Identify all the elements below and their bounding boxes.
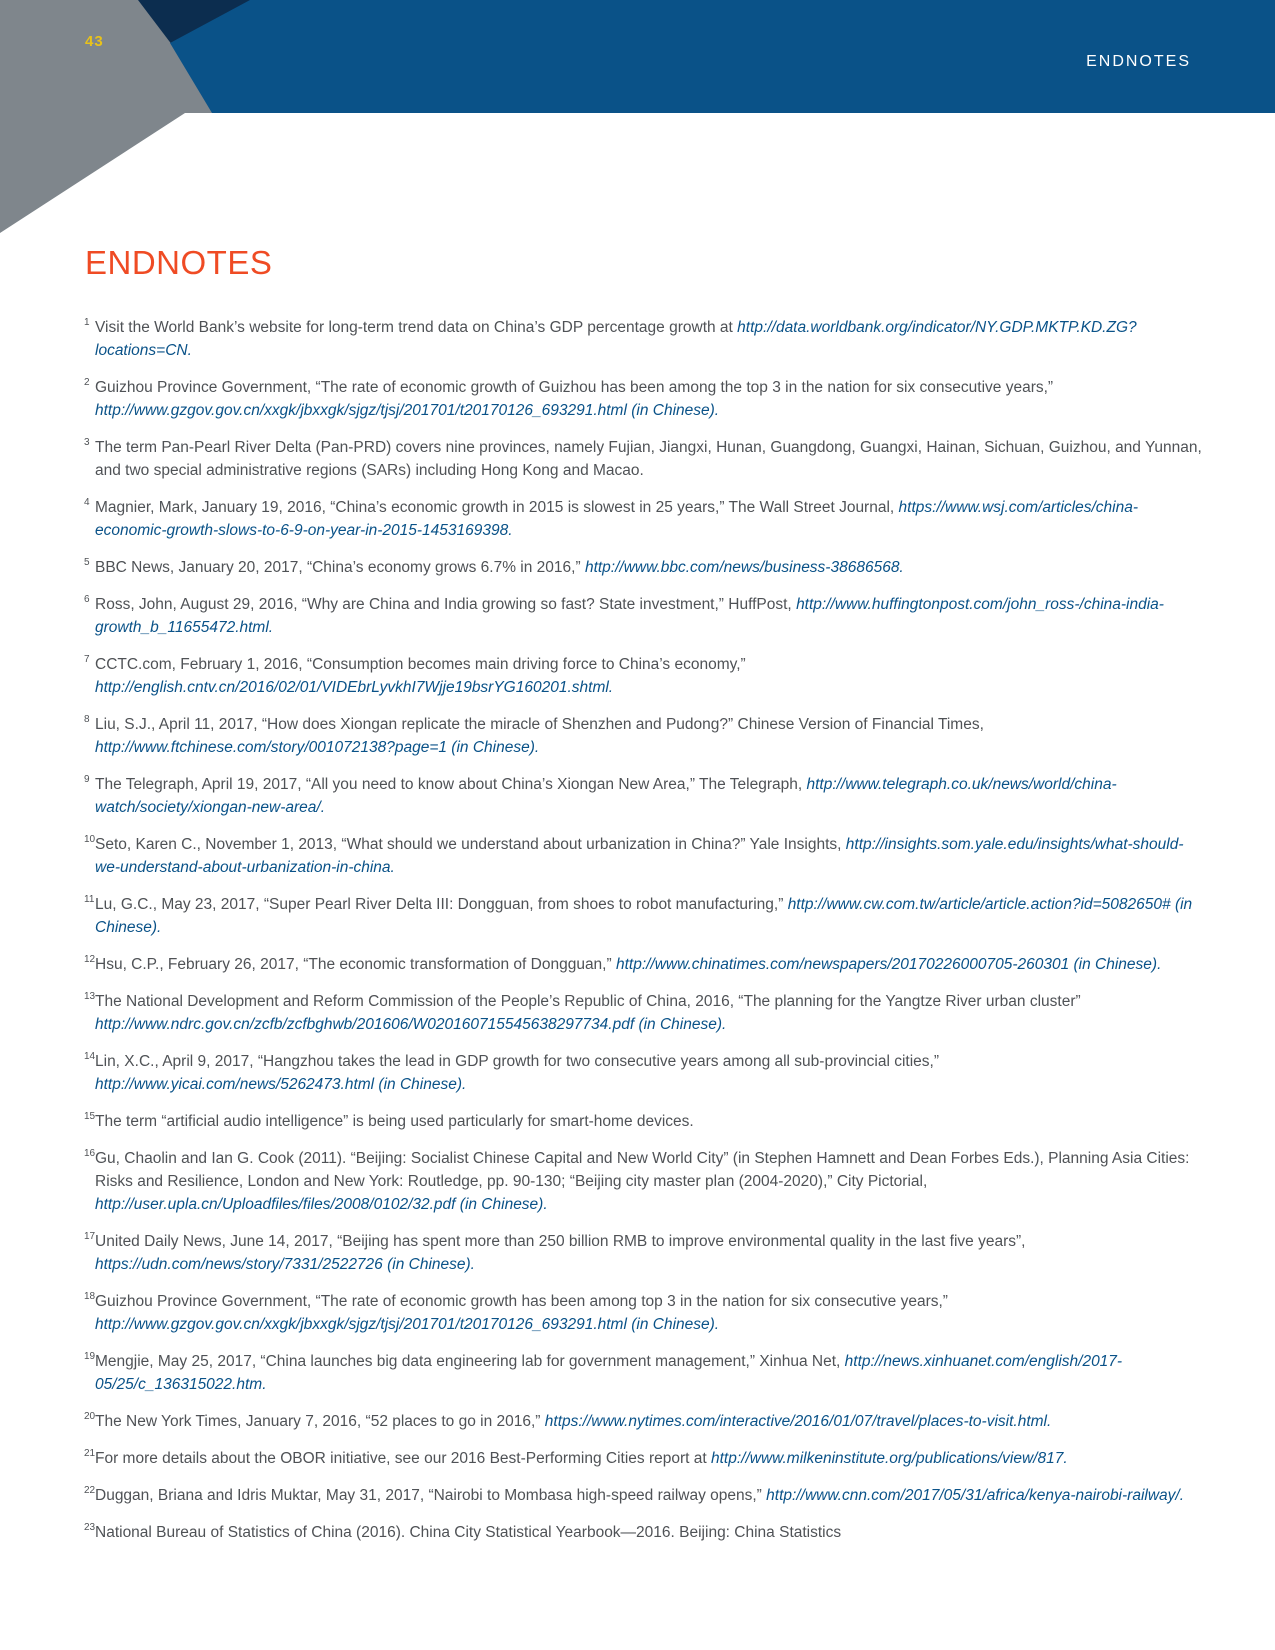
endnote-link[interactable]: http://data.worldbank.org/indicator/NY.GDP.MKTP.KD.ZG?locations=CN. <box>95 319 1137 359</box>
endnote-number: 10 <box>84 834 96 845</box>
endnote-link[interactable]: http://www.huffingtonpost.com/john_ross-/china-india-growth_b_11655472.html. <box>95 596 1164 636</box>
endnote-item <box>84 1521 1204 1544</box>
endnote-link[interactable]: http://www.gzgov.gov.cn/xxgk/jbxxgk/sjgz/tjsj/201701/t20170126_693291.html (in Chinese). <box>95 402 720 419</box>
endnote-text: Gu, Chaolin and Ian G. Cook (2011). “Beijing: Socialist Chinese Capital and New World City” (in Stephen Hamnett and Dean Forbes Eds.), Planning Asia Cities: Risks and Resilience, London and New York: Routledge, pp. 90-130; “Beijing city master plan (2004-2020),” City Pictorial, <box>95 1150 1190 1190</box>
endnote-text: Lu, G.C., May 23, 2017, “Super Pearl River Delta III: Dongguan, from shoes to robot manufacturing,” <box>95 896 784 913</box>
endnote-number: 18 <box>84 1291 96 1302</box>
endnote-link[interactable]: http://www.milkeninstitute.org/publications/view/817. <box>710 1450 1068 1467</box>
page-number: 43 <box>85 33 104 50</box>
endnote-number: 20 <box>84 1411 96 1422</box>
endnote-item <box>84 990 1204 1036</box>
blue-overlay-triangle <box>170 0 900 113</box>
endnote-number: 1 <box>84 317 90 328</box>
endnote-link[interactable]: http://www.telegraph.co.uk/news/world/china-watch/society/xiongan-new-area/. <box>95 776 1117 816</box>
endnote-text: The term Pan-Pearl River Delta (Pan-PRD) covers nine provinces, namely Fujian, Jiangxi, Hunan, Guangdong, Guangxi, Hainan, Sichuan, Guizhou, and Yunnan, and two special administrative regions (SARs) including Hong Kong and Macao. <box>95 439 1202 479</box>
endnote-item <box>84 593 1204 639</box>
endnote-item <box>84 833 1204 879</box>
endnote-number: 19 <box>84 1351 96 1362</box>
endnote-item <box>84 1447 1204 1470</box>
endnote-text: The term “artificial audio intelligence” is being used particularly for smart-home devices. <box>95 1113 694 1130</box>
endnote-text: Mengjie, May 25, 2017, “China launches big data engineering lab for government management,” Xinhua Net, <box>95 1353 841 1370</box>
endnote-item <box>84 1050 1204 1096</box>
endnote-number: 8 <box>84 714 90 725</box>
endnote-item <box>84 1230 1204 1276</box>
endnote-item <box>84 1147 1204 1216</box>
endnote-item <box>84 653 1204 699</box>
endnote-text: For more details about the OBOR initiative, see our 2016 Best-Performing Cities report at <box>95 1450 707 1467</box>
endnote-link[interactable]: http://user.upla.cn/Uploadfiles/files/2008/0102/32.pdf (in Chinese). <box>95 1196 548 1213</box>
endnote-item <box>84 1350 1204 1396</box>
endnote-item <box>84 556 1204 579</box>
endnote-number: 12 <box>84 954 96 965</box>
endnote-item <box>84 1110 1204 1133</box>
endnote-text: BBC News, January 20, 2017, “China’s economy grows 6.7% in 2016,” <box>95 559 581 576</box>
endnote-link[interactable]: http://www.ftchinese.com/story/001072138?page=1 (in Chinese). <box>95 739 540 756</box>
endnote-link[interactable]: http://www.bbc.com/news/business-38686568. <box>584 559 904 576</box>
endnote-number: 15 <box>84 1111 96 1122</box>
endnote-item <box>84 713 1204 759</box>
endnote-item <box>84 773 1204 819</box>
endnote-text: Visit the World Bank’s website for long-term trend data on China’s GDP percentage growth at <box>95 319 733 336</box>
endnote-link[interactable]: http://www.ndrc.gov.cn/zcfb/zcfbghwb/201606/W020160715545638297734.pdf (in Chinese). <box>95 1016 727 1033</box>
endnote-number: 16 <box>84 1148 96 1159</box>
endnote-link[interactable]: http://www.cw.com.tw/article/article.action?id=5082650# (in Chinese). <box>95 896 1193 936</box>
endnote-number: 7 <box>84 654 90 665</box>
endnote-number: 9 <box>84 774 90 785</box>
endnote-item <box>84 1410 1204 1433</box>
endnote-link[interactable]: http://www.chinatimes.com/newspapers/20170226000705-260301 (in Chinese). <box>615 956 1162 973</box>
endnote-number: 17 <box>84 1231 96 1242</box>
endnote-text: Liu, S.J., April 11, 2017, “How does Xiongan replicate the miracle of Shenzhen and Pudong?” Chinese Version of Financial Times, <box>95 716 984 733</box>
endnote-number: 13 <box>84 991 96 1002</box>
endnote-link[interactable]: http://news.xinhuanet.com/english/2017-05/25/c_136315022.htm. <box>95 1353 1123 1393</box>
endnote-item <box>84 496 1204 542</box>
endnote-item <box>84 1484 1204 1507</box>
endnote-number: 21 <box>84 1448 96 1459</box>
endnote-item <box>84 436 1204 482</box>
endnote-link[interactable]: http://www.yicai.com/news/5262473.html (in Chinese). <box>95 1076 467 1093</box>
endnote-text: The Telegraph, April 19, 2017, “All you need to know about China’s Xiongan New Area,” The Telegraph, <box>95 776 803 793</box>
endnote-item <box>84 1290 1204 1336</box>
endnote-number: 3 <box>84 437 90 448</box>
endnote-number: 2 <box>84 377 90 388</box>
endnote-text: The National Development and Reform Commission of the People’s Republic of China, 2016, “The planning for the Yangtze River urban cluster” <box>95 993 1081 1010</box>
endnote-text: Hsu, C.P., February 26, 2017, “The economic transformation of Dongguan,” <box>95 956 612 973</box>
endnote-text: National Bureau of Statistics of China (2016). China City Statistical Yearbook—2016. Beijing: China Statistics <box>95 1524 842 1541</box>
endnote-number: 4 <box>84 497 90 508</box>
endnote-text: CCTC.com, February 1, 2016, “Consumption becomes main driving force to China’s economy,” <box>95 656 746 673</box>
endnote-text: Guizhou Province Government, “The rate of economic growth has been among top 3 in the nation for six consecutive years,” <box>95 1293 948 1310</box>
endnote-text: Lin, X.C., April 9, 2017, “Hangzhou takes the lead in GDP growth for two consecutive years among all sub-provincial cities,” <box>95 1053 940 1070</box>
endnote-item <box>84 316 1204 362</box>
endnote-text: Guizhou Province Government, “The rate of economic growth of Guizhou has been among the top 3 in the nation for six consecutive years,” <box>95 379 1054 396</box>
endnote-text: Magnier, Mark, January 19, 2016, “China’s economic growth in 2015 is slowest in 25 years,” The Wall Street Journal, <box>95 499 895 516</box>
endnote-number: 23 <box>84 1522 96 1533</box>
endnote-link[interactable]: http://english.cntv.cn/2016/02/01/VIDEbrLyvkhI7Wjje19bsrYG160201.shtml. <box>95 679 614 696</box>
endnote-item <box>84 893 1204 939</box>
endnote-number: 5 <box>84 557 90 568</box>
corner-decoration <box>0 0 1275 240</box>
endnote-number: 14 <box>84 1051 96 1062</box>
endnote-item <box>84 953 1204 976</box>
page-title: ENDNOTES <box>85 244 273 281</box>
endnote-text: Duggan, Briana and Idris Muktar, May 31, 2017, “Nairobi to Mombasa high-speed railway opens,” <box>95 1487 762 1504</box>
endnotes-list <box>84 316 1204 1558</box>
endnote-text: United Daily News, June 14, 2017, “Beijing has spent more than 250 billion RMB to improve environmental quality in the last five years”, <box>95 1233 1026 1250</box>
endnote-item <box>84 376 1204 422</box>
section-label: ENDNOTES <box>1086 53 1191 70</box>
endnote-link[interactable]: http://www.cnn.com/2017/05/31/africa/kenya-nairobi-railway/. <box>766 1487 1185 1504</box>
endnote-text: Seto, Karen C., November 1, 2013, “What should we understand about urbanization in China?” Yale Insights, <box>95 836 842 853</box>
endnote-link[interactable]: https://www.wsj.com/articles/china-economic-growth-slows-to-6-9-on-year-in-2015-1453169398. <box>95 499 1138 539</box>
endnote-number: 11 <box>84 894 95 905</box>
endnote-link[interactable]: http://insights.som.yale.edu/insights/what-should-we-understand-about-urbanization-in-china. <box>95 836 1184 876</box>
endnote-link[interactable]: https://udn.com/news/story/7331/2522726 (in Chinese). <box>95 1256 475 1273</box>
endnote-link[interactable]: https://www.nytimes.com/interactive/2016/01/07/travel/places-to-visit.html. <box>544 1413 1052 1430</box>
endnote-number: 6 <box>84 594 90 605</box>
endnote-number: 22 <box>84 1485 96 1496</box>
endnote-link[interactable]: http://www.gzgov.gov.cn/xxgk/jbxxgk/sjgz/tjsj/201701/t20170126_693291.html (in Chinese). <box>95 1316 720 1333</box>
endnote-text: The New York Times, January 7, 2016, “52 places to go in 2016,” <box>95 1413 541 1430</box>
endnote-text: Ross, John, August 29, 2016, “Why are China and India growing so fast? State investment,” HuffPost, <box>95 596 792 613</box>
